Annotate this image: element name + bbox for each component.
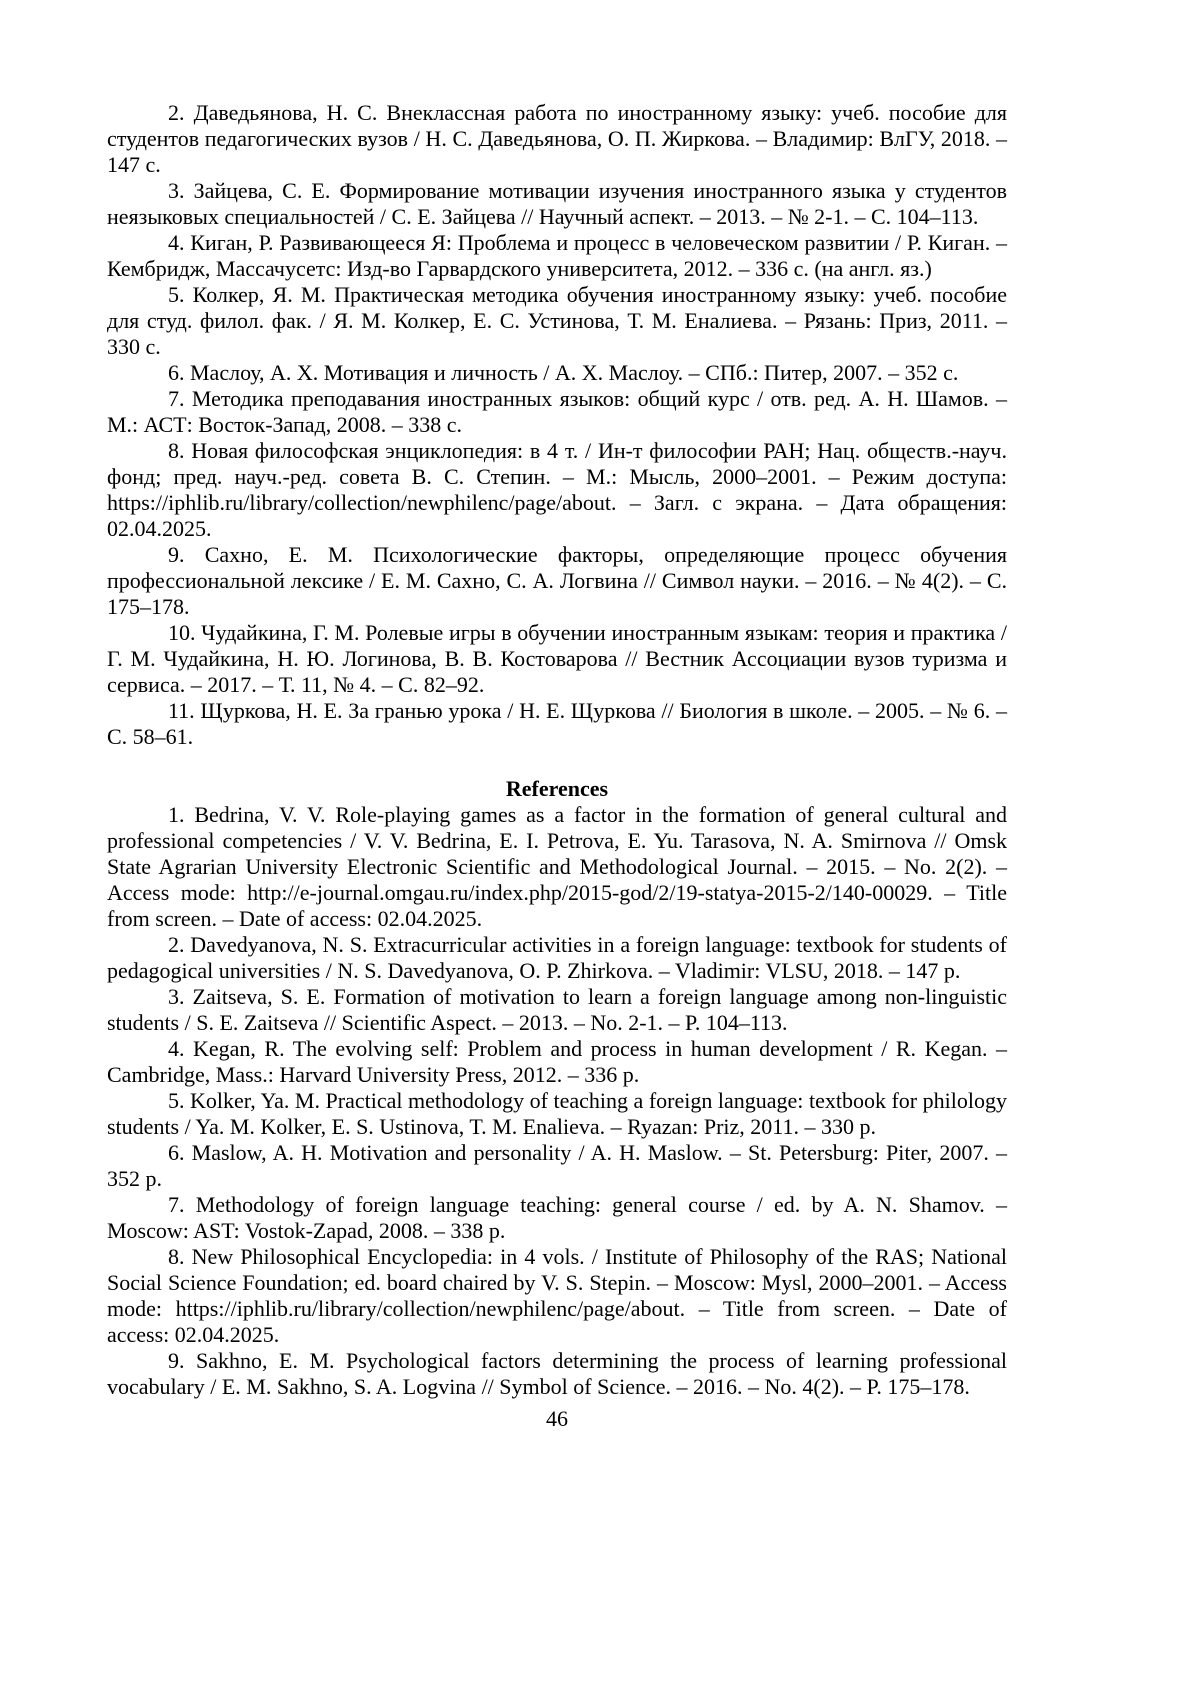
reference-item: 4. Киган, Р. Развивающееся Я: Проблема и процесс в человеческом развитии / Р. Киган. – Кембридж, Массачусетс: Изд-во Гарвардского университета, 2012. – 336 с. (на англ. яз.) xyxy=(107,230,1007,281)
reference-item: 5. Колкер, Я. М. Практическая методика обучения иностранному языку: учеб. пособие для студ. филол. фак. / Я. М. Колкер, Е. С. Устинова, Т. М. Еналиева. – Рязань: Приз, 2011. – 330 с. xyxy=(107,282,1007,359)
reference-item: 10. Чудайкина, Г. М. Ролевые игры в обучении иностранным языкам: теория и практика / Г. М. Чудайкина, Н. Ю. Логинова, В. В. Костоварова // Вестник Ассоциации вузов туризма и сервиса. – 2017. – Т. 11, № 4. – С. 82–92. xyxy=(107,620,1007,697)
reference-item: 5. Kolker, Ya. M. Practical methodology of teaching a foreign language: textbook for philology students / Ya. M. Kolker, E. S. Ustinova, T. M. Enalieva. – Ryazan: Priz, 2011. – 330 p. xyxy=(107,1088,1007,1139)
reference-item: 6. Маслоу, А. Х. Мотивация и личность / А. Х. Маслоу. – СПб.: Питер, 2007. – 352 с. xyxy=(168,360,959,385)
reference-item: 11. Щуркова, Н. Е. За гранью урока / Н. Е. Щуркова // Биология в школе. – 2005. – № 6. – С. 58–61. xyxy=(107,698,1007,749)
reference-item: 6. Maslow, A. H. Motivation and personality / A. H. Maslow. – St. Petersburg: Piter, 2007. – 352 p. xyxy=(107,1140,1007,1191)
reference-item: 8. New Philosophical Encyclopedia: in 4 vols. / Institute of Philosophy of the RAS; National Social Science Foundation; ed. board chaired by V. S. Stepin. – Moscow: Mysl, 2000–2001. – Access mode: https://iphlib.ru/library/collection/newphilenc/page/about. – Title from screen. – Date of access: 02.04.2025. xyxy=(107,1244,1007,1347)
reference-item: 1. Bedrina, V. V. Role-playing games as a factor in the formation of general cultural and professional competencies / V. V. Bedrina, E. I. Petrova, E. Yu. Tarasova, N. A. Smirnova // Omsk State Agrarian University Electronic Scientific and Methodological Journal. – 2015. – No. 2(2). – Access mode: http://e-journal.omgau.ru/index.php/2015-god/2/19-statya-2015-2/140-00029. – Title from screen. – Date of access: 02.04.2025. xyxy=(107,802,1007,931)
reference-item: 7. Методика преподавания иностранных языков: общий курс / отв. ред. А. Н. Шамов. – М.: АСТ: Восток-Запад, 2008. – 338 с. xyxy=(107,386,1007,437)
references-en-section xyxy=(107,802,1007,1400)
reference-item: 2. Davedyanova, N. S. Extracurricular activities in a foreign language: textbook for students of pedagogical universities / N. S. Davedyanova, O. P. Zhirkova. – Vladimir: VLSU, 2018. – 147 p. xyxy=(107,932,1007,983)
reference-item: 3. Зайцева, С. Е. Формирование мотивации изучения иностранного языка у студентов неязыковых специальностей / С. Е. Зайцева // Научный аспект. – 2013. – № 2-1. – С. 104–113. xyxy=(107,178,1007,229)
reference-item: 9. Сахно, Е. М. Психологические факторы, определяющие процесс обучения профессиональной лексике / Е. М. Сахно, С. А. Логвина // Символ науки. – 2016. – № 4(2). – С. 175–178. xyxy=(107,542,1007,619)
page-number: 46 xyxy=(546,1406,568,1431)
reference-item: 3. Zaitseva, S. E. Formation of motivation to learn a foreign language among non-linguistic students / S. E. Zaitseva // Scientific Aspect. – 2013. – No. 2-1. – P. 104–113. xyxy=(107,984,1007,1035)
reference-item: 2. Даведьянова, Н. С. Внеклассная работа по иностранному языку: учеб. пособие для студентов педагогических вузов / Н. С. Даведьянова, О. П. Жиркова. – Владимир: ВлГУ, 2018. – 147 с. xyxy=(107,100,1007,177)
bibliography-ru-section xyxy=(107,100,1007,750)
references-heading: References xyxy=(505,776,609,801)
reference-item: 4. Kegan, R. The evolving self: Problem and process in human development / R. Kegan. – Cambridge, Mass.: Harvard University Press, 2012. – 336 p. xyxy=(107,1036,1007,1087)
reference-item: 9. Sakhno, E. M. Psychological factors determining the process of learning professional vocabulary / E. M. Sakhno, S. A. Logvina // Symbol of Science. – 2016. – No. 4(2). – P. 175–178. xyxy=(107,1348,1007,1399)
reference-item: 7. Methodology of foreign language teaching: general course / ed. by A. N. Shamov. – Moscow: AST: Vostok-Zapad, 2008. – 338 p. xyxy=(107,1192,1007,1243)
reference-item: 8. Новая философская энциклопедия: в 4 т. / Ин-т философии РАН; Нац. обществ.-науч. фонд; пред. науч.-ред. совета В. С. Степин. – М.: Мысль, 2000–2001. – Режим доступа: https://iphlib.ru/library/collection/newphilenc/page/about. – Загл. с экрана. – Дата обращения: 02.04.2025. xyxy=(107,438,1007,541)
